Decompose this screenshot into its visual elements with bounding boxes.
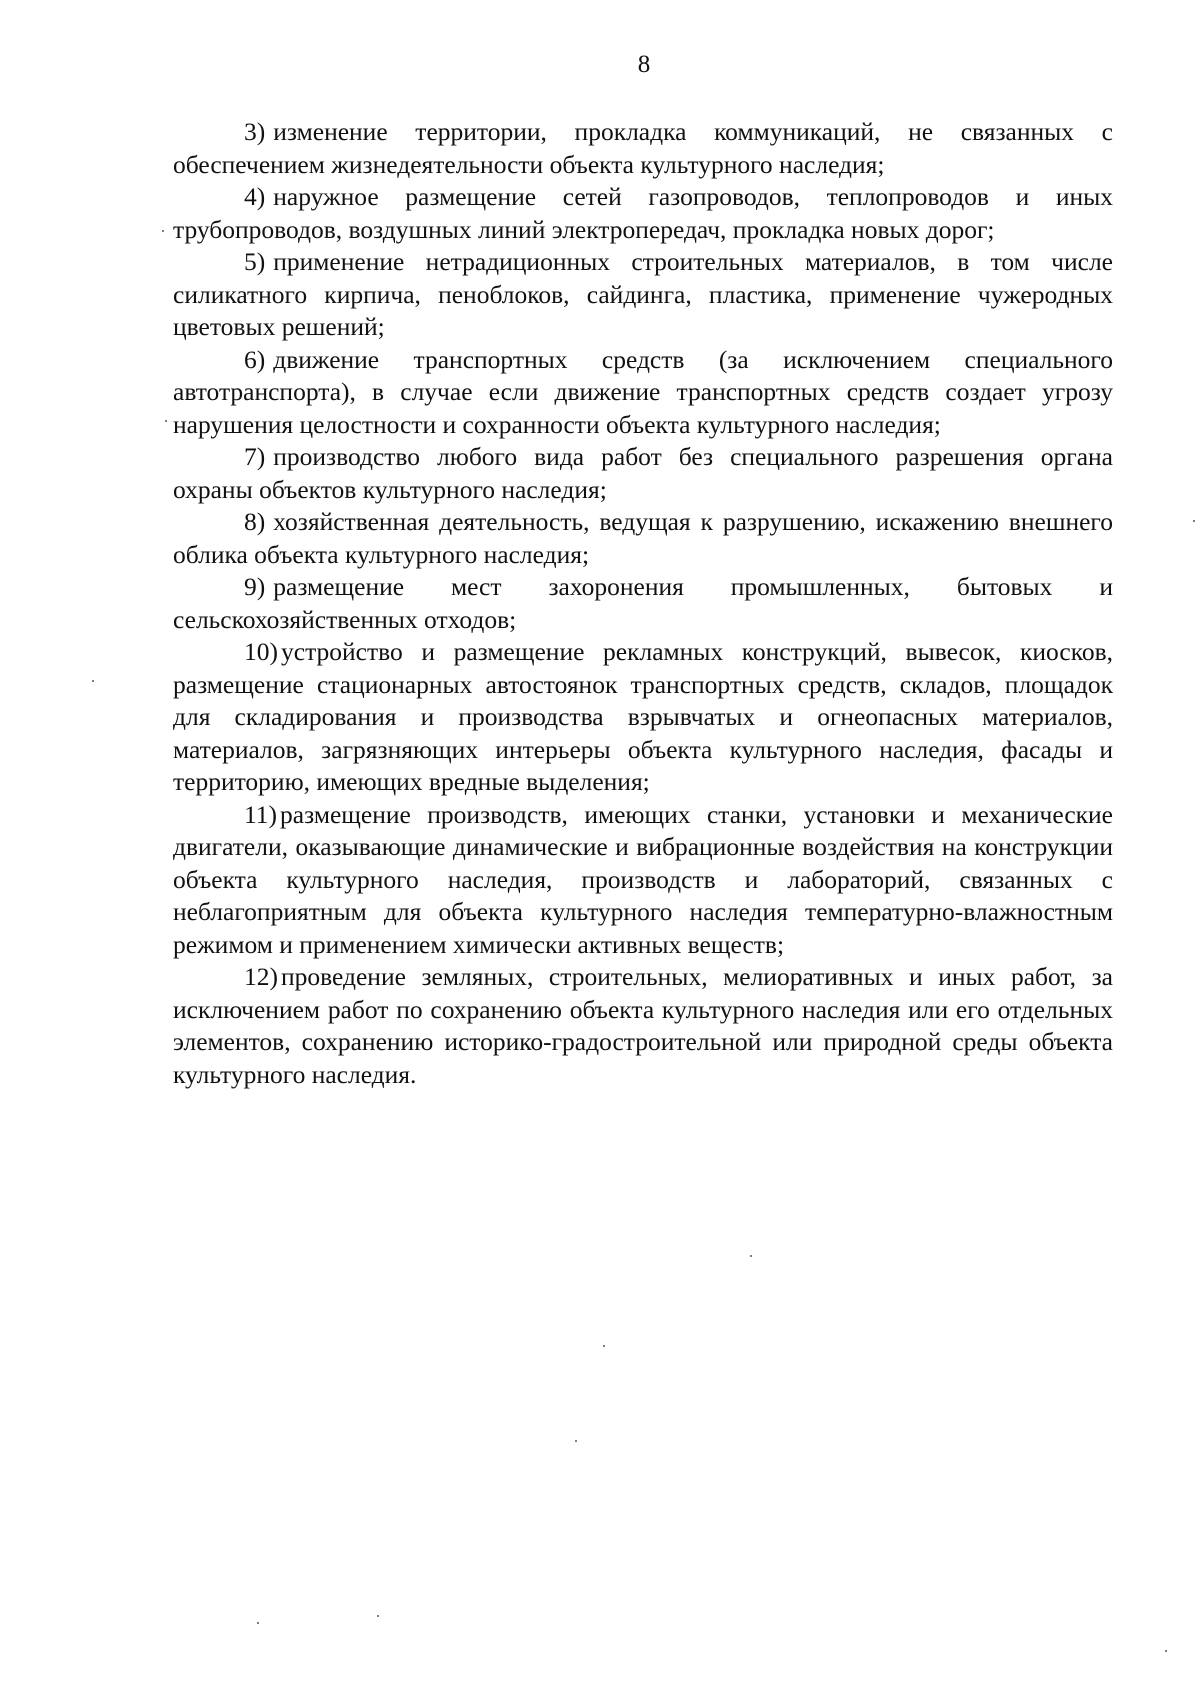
list-item (173, 506, 1113, 571)
item-number: 5) (244, 247, 266, 276)
scan-speck (257, 1622, 259, 1624)
item-text: проведение земляных, строительных, мелиоративных и иных работ, за исключением работ по сохранению объекта культурного наследия или его отдельных элементов, сохранению историко-градостроительной или природной среды объекта культурного наследия. (173, 962, 1113, 1089)
item-text: устройство и размещение рекламных конструкций, вывесок, киосков, размещение стационарных автостоянок транспортных средств, складов, площадок для складирования и производства взрывчатых и огнеопасных материалов, материалов, загрязняющих интерьеры объекта культурного наследия, фасады и территорию, имеющих вредные выделения; (173, 637, 1113, 796)
page-number: 8 (637, 51, 651, 78)
item-number: 12) (244, 962, 278, 991)
scan-speck (1193, 520, 1195, 522)
list-item (173, 441, 1113, 506)
list-item (173, 961, 1113, 1091)
item-text: изменение территории, прокладка коммуникаций, не связанных с обеспечением жизнедеятельности объекта культурного наследия; (173, 117, 1113, 179)
list-item (173, 799, 1113, 962)
item-text: применение нетрадиционных строительных материалов, в том числе силикатного кирпича, пеноблоков, сайдинга, пластика, применение чужеродных цветовых решений; (173, 247, 1113, 341)
list-item (173, 246, 1113, 344)
item-number: 9) (244, 572, 266, 601)
item-text: движение транспортных средств (за исключением специального автотранспорта), в случае если движение транспортных средств создает угрозу нарушения целостности и сохранности объекта культурного наследия; (173, 344, 1113, 439)
scan-speck (92, 680, 94, 682)
scan-speck (165, 420, 167, 422)
scan-speck (575, 1440, 577, 1442)
list-item (173, 344, 1113, 442)
scan-speck (603, 1345, 605, 1347)
list-item (173, 636, 1113, 799)
item-number: 4) (244, 182, 266, 211)
item-text: размещение производств, имеющих станки, установки и механические двигатели, оказывающие динамические и вибрационные воздействия на конструкции объекта культурного наследия, производств и лабораторий, связанных с неблагоприятным для объекта культурного наследия температурно-влажностным режимом и применением химически активных веществ; (173, 799, 1113, 959)
item-number: 8) (244, 507, 266, 536)
scan-speck (750, 1255, 752, 1257)
list-item (173, 181, 1113, 246)
list-item (173, 116, 1113, 181)
scan-speck (162, 230, 164, 232)
item-text: наружное размещение сетей газопроводов, теплопроводов и иных трубопроводов, воздушных линий электропередач, прокладка новых дорог; (173, 182, 1113, 244)
item-number: 7) (244, 442, 266, 471)
item-text: производство любого вида работ без специального разрешения органа охраны объектов культурного наследия; (173, 442, 1113, 504)
document-body (173, 116, 1113, 1091)
item-number: 11) (244, 799, 278, 829)
item-number: 10) (244, 637, 278, 666)
scan-speck (377, 1615, 379, 1617)
item-text: хозяйственная деятельность, ведущая к разрушению, искажению внешнего облика объекта культурного наследия; (173, 507, 1113, 569)
scan-speck (1165, 1650, 1167, 1652)
item-number: 6) (244, 344, 266, 374)
list-item (173, 571, 1113, 636)
item-number: 3) (244, 117, 266, 146)
item-text: размещение мест захоронения промышленных, бытовых и сельскохозяйственных отходов; (173, 572, 1113, 634)
